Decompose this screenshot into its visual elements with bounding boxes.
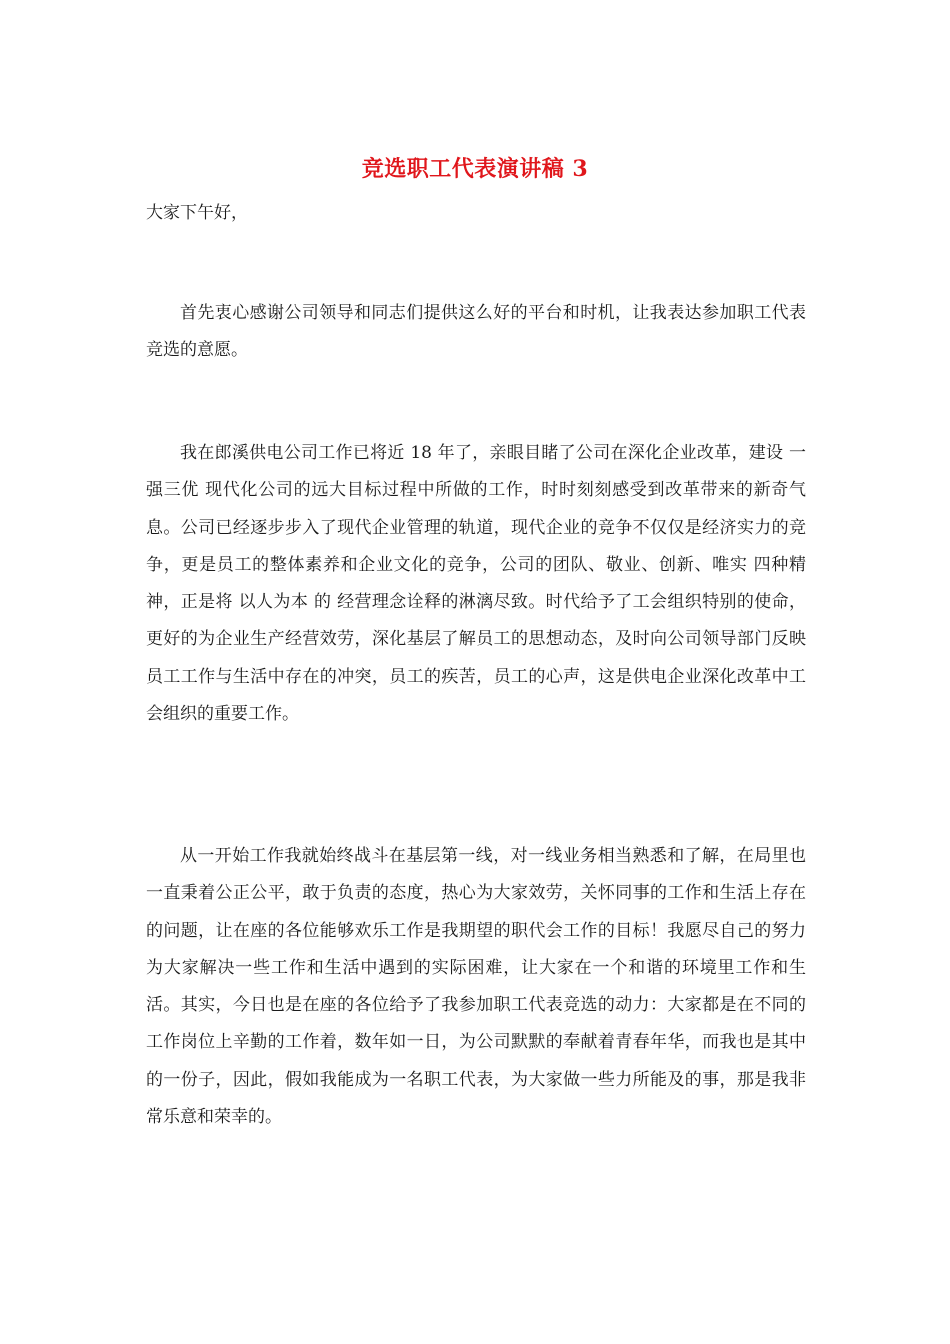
paragraph-1: 首先衷心感谢公司领导和同志们提供这么好的平台和时机，让我表达参加职工代表竞选的意愿。: [146, 303, 806, 361]
paragraph-3: 从一开始工作我就始终战斗在基层第一线，对一线业务相当熟悉和了解，在局里也一直秉着公正公平，敢于负责的态度，热心为大家效劳，关怀同事的工作和生活上存在的问题，让在座的各位能够欢乐工作是我期望的职代会工作的目标！我愿尽自己的努力为大家解决一些工作和生活中遇到的实际困难，让大家在一个和谐的环境里工作和生活。其实，今日也是在座的各位给予了我参加职工代表竞选的动力：大家都是在不同的工作岗位上辛勤的工作着，数年如一日，为公司默默的奉献着青春年华，而我也是其中的一份子，因此，假如我能成为一名职工代表，为大家做一些力所能及的事，那是我非常乐意和荣幸的。: [146, 846, 806, 1128]
greeting-line: 大家下午好，: [146, 203, 248, 223]
document-title: 竞选职工代表演讲稿 3: [361, 156, 589, 182]
paragraph-2: 我在郎溪供电公司工作已将近 18 年了，亲眼目睹了公司在深化企业改革，建设 一强三优 现代化公司的远大目标过程中所做的工作，时时刻刻感受到改革带来的新奇气息。公司已经逐步步入了现代企业管理的轨道，现代企业的竞争不仅仅是经济实力的竞争，更是员工的整体素养和企业文化的竞争，公司的团队、敬业、创新、唯实 四种精神，正是将 以人为本 的 经营理念诠释的淋漓尽致。时代给予了工会组织特别的使命，更好的为企业生产经营效劳，深化基层了解员工的思想动态，及时向公司领导部门反映员工工作与生活中存在的冲突，员工的疾苦，员工的心声，这是供电企业深化改革中工会组织的重要工作。: [146, 443, 806, 725]
